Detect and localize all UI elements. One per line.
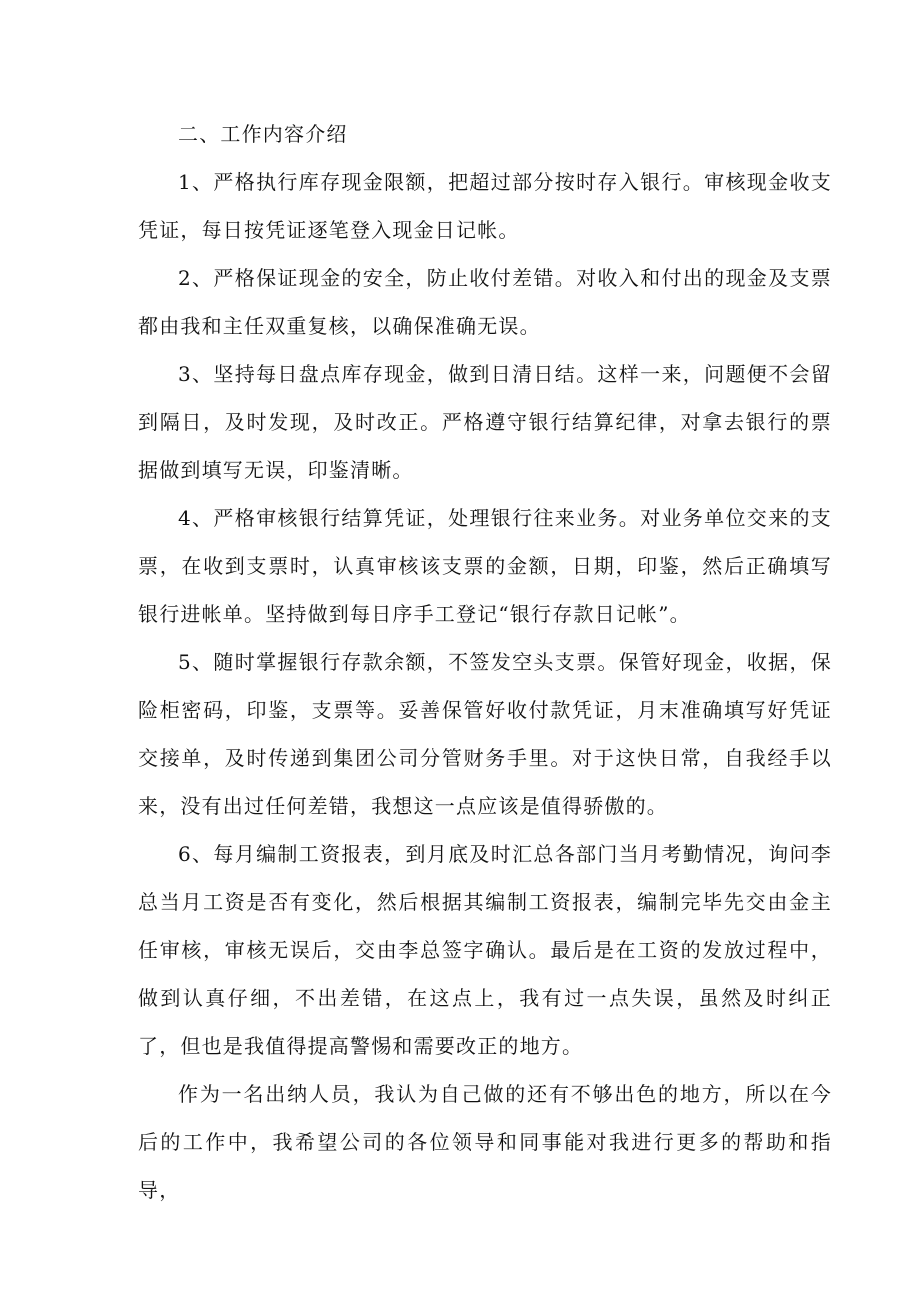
paragraph-4: 4、严格审核银行结算凭证，处理银行往来业务。对业务单位交来的支票，在收到支票时，认真审核该支票的金额，日期，印鉴，然后正确填写银行进帐单。坚持做到每日序手工登记“银行存款日记帐”。 [138,506,832,626]
paragraph-7: 作为一名出纳人员，我认为自己做的还有不够出色的地方，所以在今后的工作中，我希望公司的各位领导和同事能对我进行更多的帮助和指导， [138,1082,832,1202]
paragraph-6: 6、每月编制工资报表，到月底及时汇总各部门当月考勤情况，询问李总当月工资是否有变化，然后根据其编制工资报表，编制完毕先交由金主任审核，审核无误后，交由李总签字确认。最后是在工资的发放过程中，做到认真仔细，不出差错，在这点上，我有过一点失误，虽然及时纠正了，但也是我值得提高警惕和需要改正的地方。 [138,842,832,1058]
paragraph-2: 2、严格保证现金的安全，防止收付差错。对收入和付出的现金及支票都由我和主任双重复核，以确保准确无误。 [138,266,832,338]
paragraph-1: 1、严格执行库存现金限额，把超过部分按时存入银行。审核现金收支凭证，每日按凭证逐笔登入现金日记帐。 [138,170,832,242]
section-heading: 二、工作内容介绍 [178,122,348,146]
paragraph-3: 3、坚持每日盘点库存现金，做到日清日结。这样一来，问题便不会留到隔日，及时发现，及时改正。严格遵守银行结算纪律，对拿去银行的票据做到填写无误，印鉴清晰。 [138,362,832,482]
document-body [138,110,832,1214]
paragraph-5: 5、随时掌握银行存款余额，不签发空头支票。保管好现金，收据，保险柜密码，印鉴，支票等。妥善保管好收付款凭证，月末准确填写好凭证交接单，及时传递到集团公司分管财务手里。对于这快日常，自我经手以来，没有出过任何差错，我想这一点应该是值得骄傲的。 [138,650,832,818]
